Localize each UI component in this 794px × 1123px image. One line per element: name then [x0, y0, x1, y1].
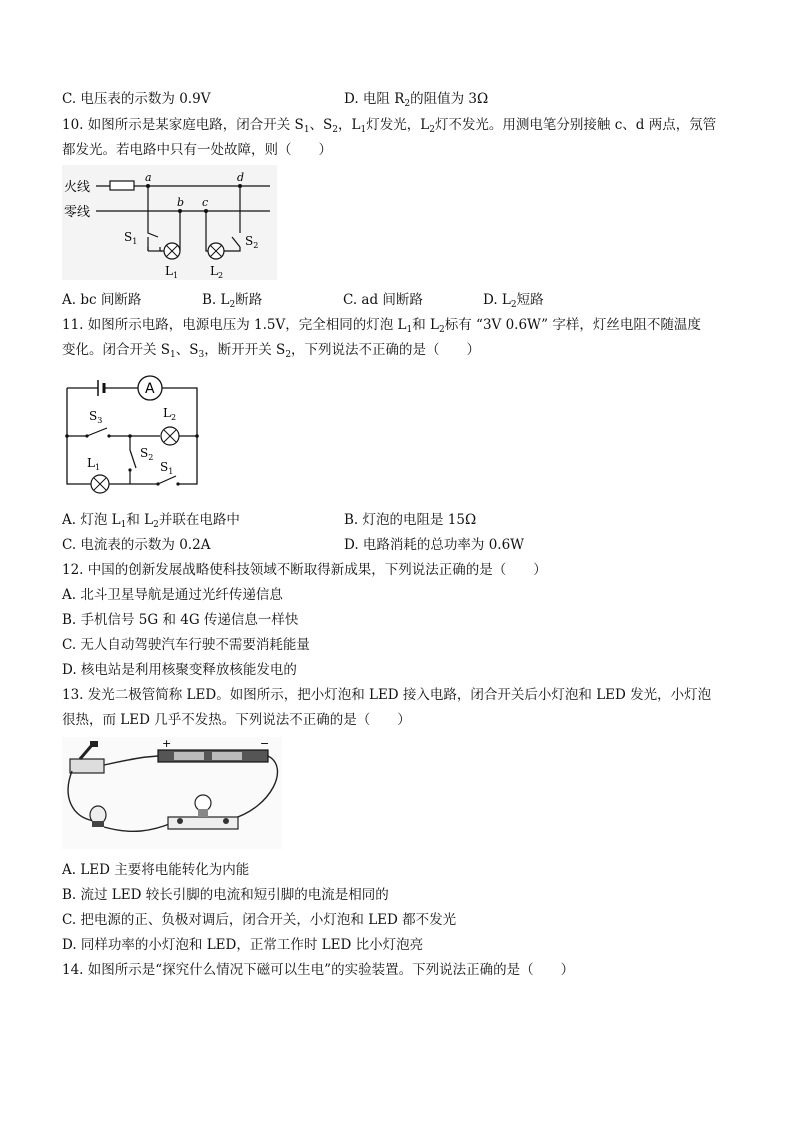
q10-option-b: B. $L_2$断路 — [202, 292, 263, 310]
lamp-l2-label: $L_2$ — [163, 406, 177, 422]
point-b-label: b — [177, 196, 185, 209]
q13-stem-line2: 很热，而 LED 几乎不发热。下列说法不正确的是（ ） — [62, 712, 411, 728]
q12-stem: 12. 中国的创新发展战略使科技领域不断取得新成果，下列说法正确的是（ ） — [62, 562, 547, 578]
lamp-l1-label: $L_1$ — [87, 456, 101, 472]
lamp-l1-label: $L_1$ — [165, 264, 179, 280]
lamp-l2-label: $L_2$ — [210, 264, 224, 280]
ammeter-label: A — [145, 381, 155, 397]
q10-stem-line2: 都发光。若电路中只有一处故障，则（ ） — [62, 142, 332, 158]
neutral-wire-label: 零线 — [64, 205, 91, 220]
q13-option-c: C. 把电源的正、负极对调后，闭合开关，小灯泡和 LED 都不发光 — [62, 912, 457, 928]
point-a-label: a — [145, 171, 152, 184]
q10-household-circuit-figure — [62, 165, 277, 280]
live-wire-label: 火线 — [64, 180, 91, 195]
q11-option-b: B. 灯泡的电阻是 15Ω — [344, 512, 477, 528]
q10-option-c: C. ad 间断路 — [343, 292, 423, 308]
q11-circuit-figure — [62, 370, 202, 495]
switch-s2-label: $S_2$ — [245, 234, 259, 250]
q11-stem-line2: 变化。闭合开关 $S_1$、$S_3$，断开开关 $S_2$，下列说法不正确的是（ ） — [62, 342, 481, 360]
q11-option-d: D. 电路消耗的总功率为 0.6W — [344, 537, 525, 553]
q10-option-d: D. $L_2$短路 — [483, 292, 544, 310]
battery-minus-label: − — [260, 737, 270, 750]
q10-option-a: A. bc 间断路 — [62, 292, 142, 308]
switch-s2-label: $S_2$ — [140, 446, 154, 462]
point-c-label: c — [202, 196, 209, 209]
q11-stem-line1: 11. 如图所示电路，电源电压为 1.5V，完全相同的灯泡 $L_1$和 $L_2$标有 “3V 0.6W” 字样，灯丝电阻不随温度 — [62, 317, 701, 335]
q13-stem-line1: 13. 发光二极管简称 LED。如图所示，把小灯泡和 LED 接入电路，闭合开关后小灯泡和 LED 发光，小灯泡 — [62, 687, 712, 703]
q12-option-c: C. 无人自动驾驶汽车行驶不需要消耗能量 — [62, 637, 310, 653]
q13-led-circuit-photo — [62, 737, 282, 849]
q11-option-a: A. 灯泡 $L_1$和 $L_2$并联在电路中 — [62, 512, 240, 530]
switch-board-icon — [70, 759, 104, 773]
fuse-icon — [110, 181, 134, 190]
q9-option-c: C. 电压表的示数为 0.9V — [62, 91, 211, 107]
q12-option-d: D. 核电站是利用核聚变释放核能发电的 — [62, 662, 297, 678]
q10-stem-line1: 10. 如图所示是某家庭电路，闭合开关 $S_1$、$S_2$，$L_1$灯发光，$L_2$灯不发光。用测电笔分别接触 c、d 两点，氖管 — [62, 117, 717, 135]
q9-option-d: D. 电阻 $R_2$的阻值为 3Ω — [344, 91, 489, 109]
switch-s1-label: $S_1$ — [160, 460, 174, 476]
bulb-icon — [195, 795, 211, 811]
point-d-label: d — [237, 171, 245, 184]
q11-option-c: C. 电流表的示数为 0.2A — [62, 537, 211, 553]
q13-option-a: A. LED 主要将电能转化为内能 — [62, 862, 250, 878]
q12-option-a: A. 北斗卫星导航是通过光纤传递信息 — [62, 587, 283, 603]
switch-s1-label: $S_1$ — [124, 230, 138, 246]
q12-option-b: B. 手机信号 5G 和 4G 传递信息一样快 — [62, 612, 299, 628]
q13-option-b: B. 流过 LED 较长引脚的电流和短引脚的电流是相同的 — [62, 887, 389, 903]
battery-plus-label: + — [162, 737, 172, 750]
q13-option-d: D. 同样功率的小灯泡和 LED，正常工作时 LED 比小灯泡亮 — [62, 937, 424, 953]
switch-s3-label: $S_3$ — [89, 409, 103, 425]
q14-stem: 14. 如图所示是“探究什么情况下磁可以生电”的实验装置。下列说法正确的是（ ） — [62, 962, 575, 978]
